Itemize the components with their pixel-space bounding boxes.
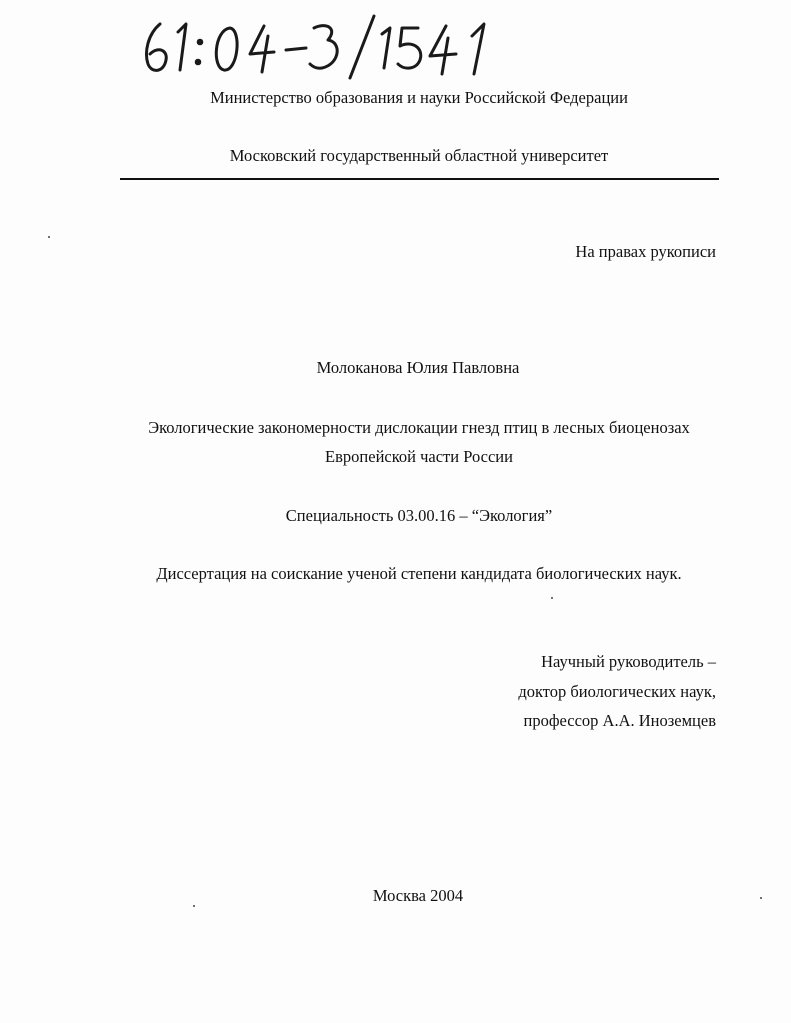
header-divider — [120, 178, 719, 180]
dissertation-title-line-1: Экологические закономерности дислокации гнезд птиц в лесных биоценозах — [148, 418, 690, 437]
dissertation-title-line-2: Европейской части России — [325, 447, 513, 466]
scan-speck — [760, 897, 762, 899]
supervisor-role: Научный руководитель – — [541, 652, 716, 671]
manuscript-note: На правах рукописи — [575, 242, 716, 261]
scan-speck — [48, 236, 50, 238]
supervisor-degree: доктор биологических наук, — [518, 682, 716, 701]
university-name: Московский государственный областной университет — [229, 146, 609, 165]
scan-speck — [551, 597, 553, 599]
scan-speck — [193, 905, 195, 907]
handwritten-catalog-number — [138, 12, 518, 82]
degree-statement: Диссертация на соискание ученой степени кандидата биологических наук. — [156, 564, 682, 583]
ministry-name: Министерство образования и науки Российской Федерации — [210, 88, 628, 107]
author-name: Молоканова Юлия Павловна — [316, 358, 520, 377]
supervisor-name: профессор А.А. Иноземцев — [523, 711, 716, 730]
city-year: Москва 2004 — [372, 886, 464, 905]
handwritten-catalog-number-drawing — [138, 12, 518, 82]
speciality: Специальность 03.00.16 – “Экология” — [285, 506, 553, 525]
